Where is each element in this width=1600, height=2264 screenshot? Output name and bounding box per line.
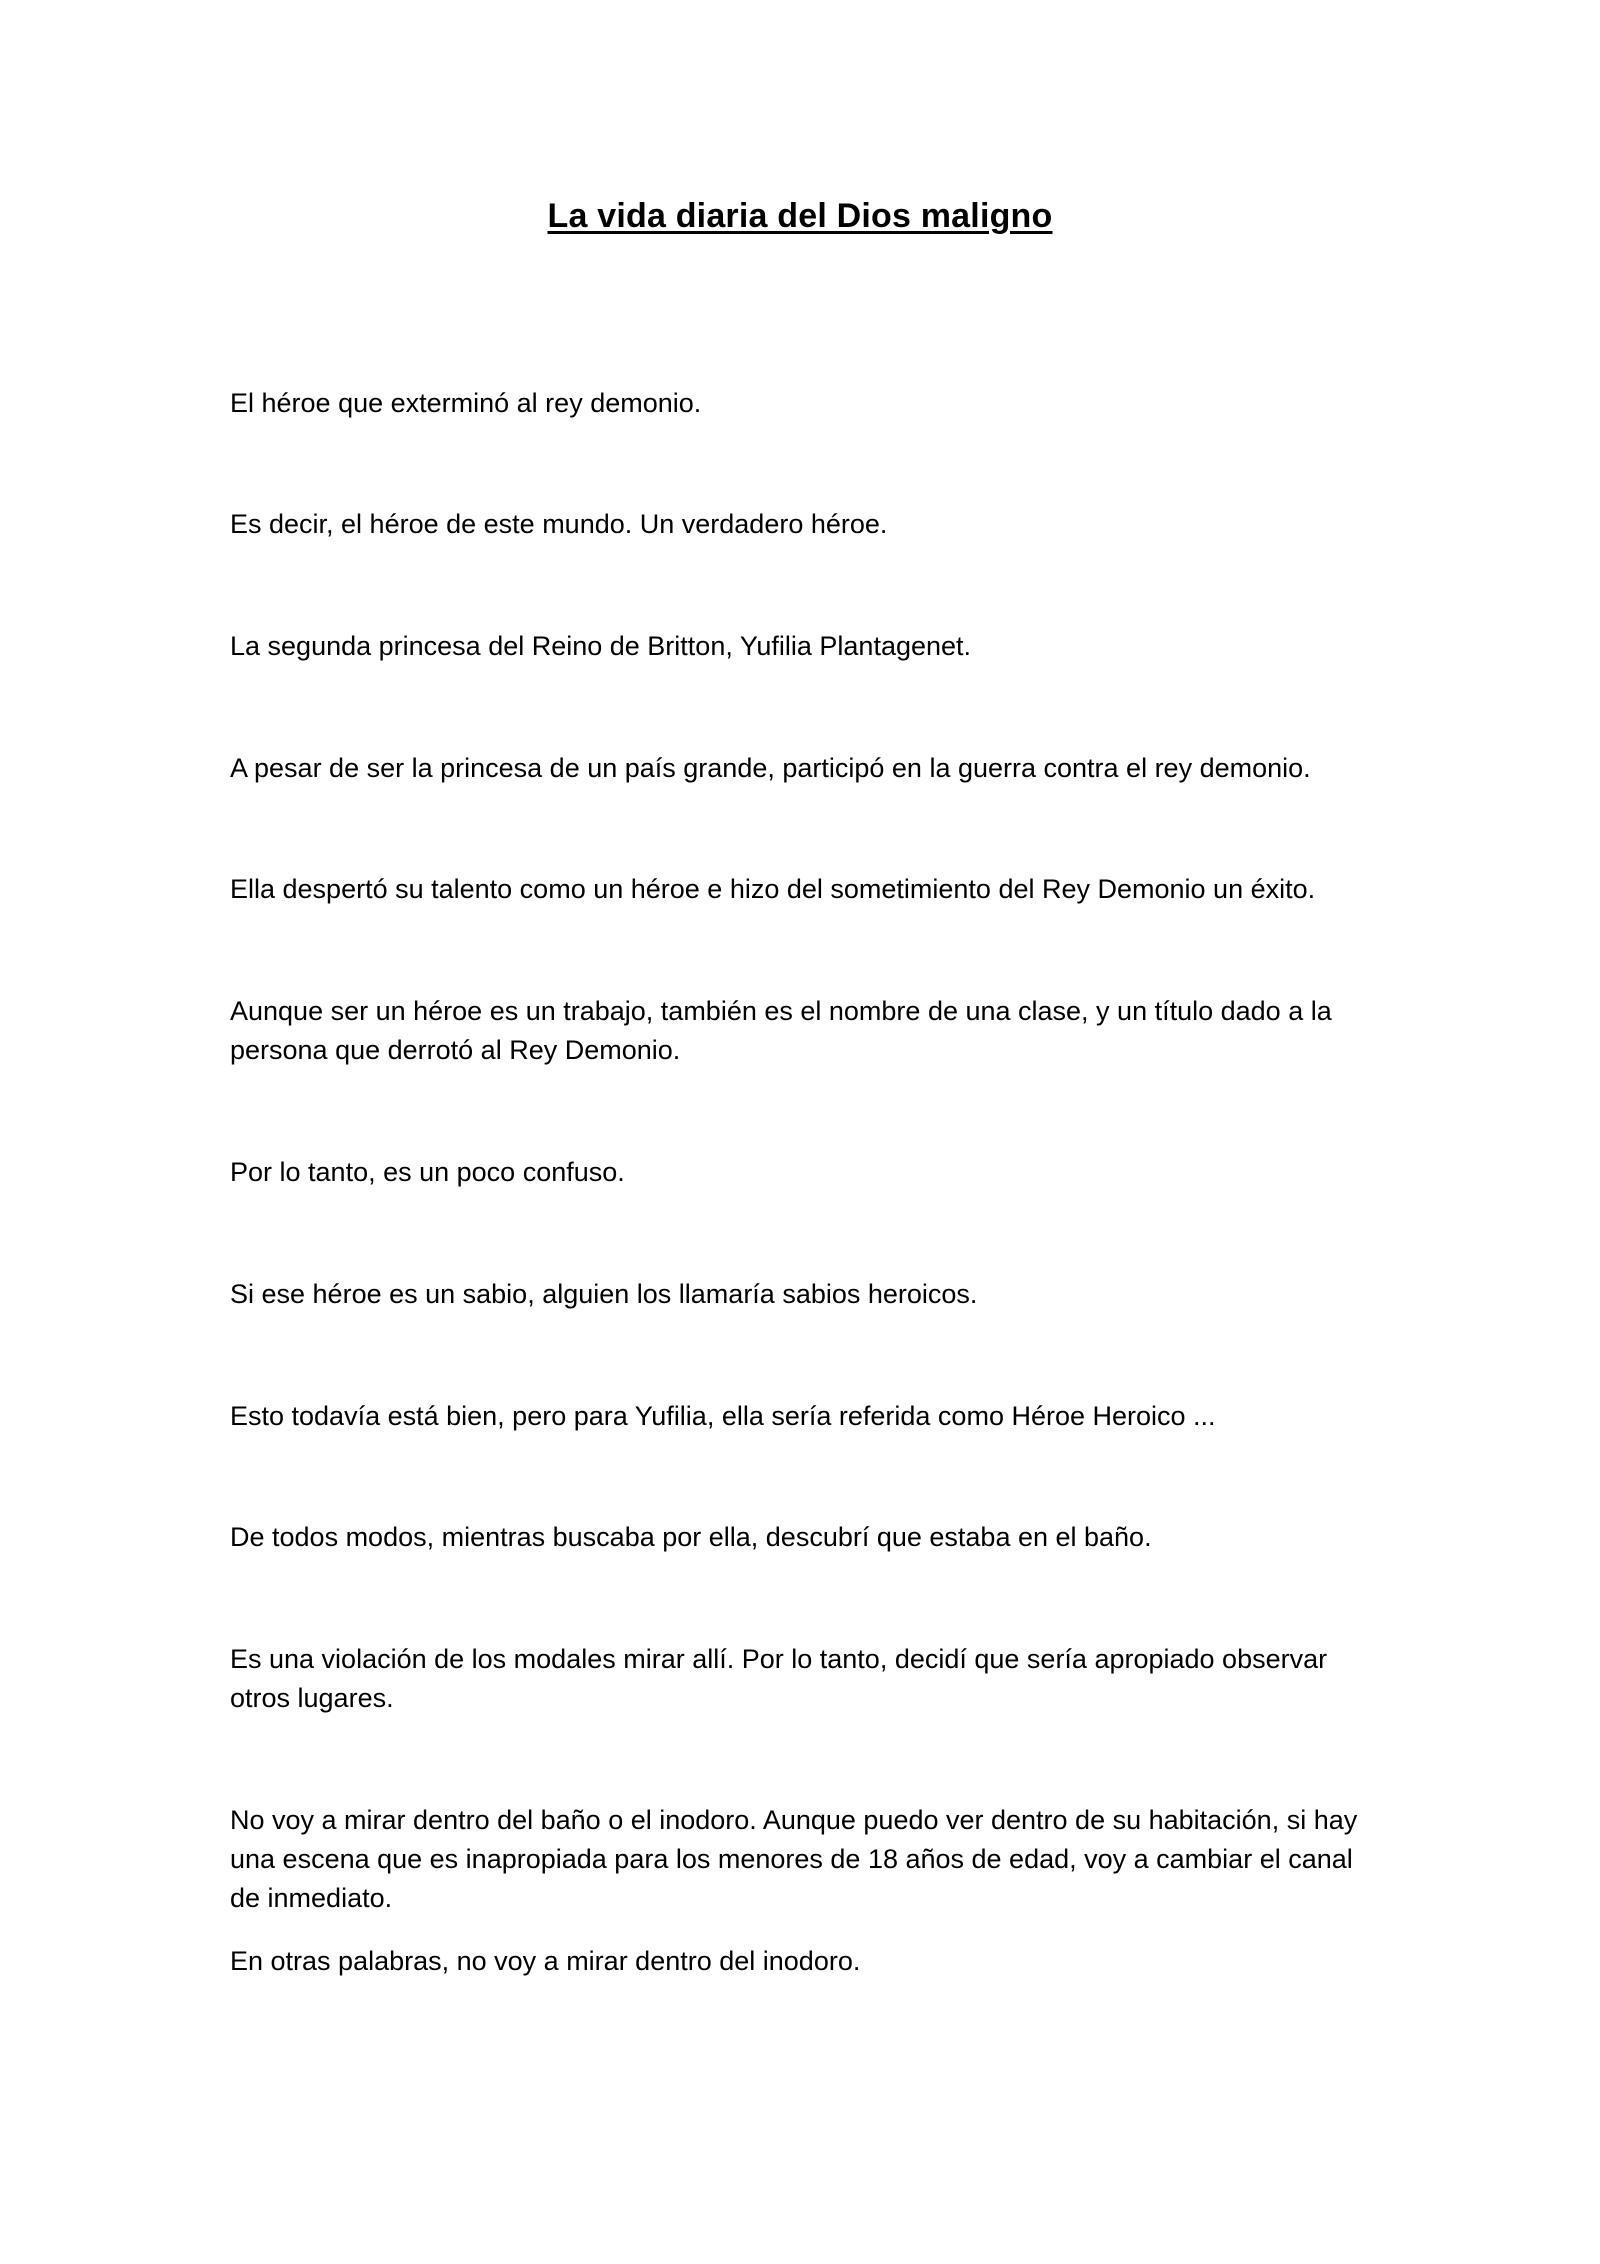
paragraph: Si ese héroe es un sabio, alguien los llamaría sabios heroicos. — [230, 1279, 978, 1309]
paragraph: Por lo tanto, es un poco confuso. — [230, 1157, 625, 1187]
paragraph: Es decir, el héroe de este mundo. Un verdadero héroe. — [230, 509, 888, 539]
paragraph: Esto todavía está bien, pero para Yufilia, ella sería referida como Héroe Heroico ... — [230, 1401, 1216, 1431]
paragraph: Es una violación de los modales mirar allí. Por lo tanto, decidí que sería apropiado observar otros lugares. — [230, 1644, 1328, 1713]
paragraph: A pesar de ser la princesa de un país grande, participó en la guerra contra el rey demonio. — [230, 753, 1311, 783]
paragraph: No voy a mirar dentro del baño o el inodoro. Aunque puedo ver dentro de su habitación, si hay una escena que es inapropiada para los menores de 18 años de edad, voy a cambiar el canal de inmediato. — [230, 1805, 1358, 1913]
paragraph: La segunda princesa del Reino de Britton, Yufilia Plantagenet. — [230, 631, 972, 661]
paragraph: Ella despertó su talento como un héroe e hizo del sometimiento del Rey Demonio un éxito. — [230, 874, 1316, 904]
paragraph: El héroe que exterminó al rey demonio. — [230, 388, 702, 418]
paragraph: Aunque ser un héroe es un trabajo, también es el nombre de una clase, y un título dado a la persona que derrotó al Rey Demonio. — [230, 996, 1332, 1065]
paragraph: De todos modos, mientras buscaba por ella, descubrí que estaba en el baño. — [230, 1522, 1152, 1552]
document-title: La vida diaria del Dios maligno — [547, 197, 1053, 235]
paragraph: En otras palabras, no voy a mirar dentro del inodoro. — [230, 1946, 861, 1976]
